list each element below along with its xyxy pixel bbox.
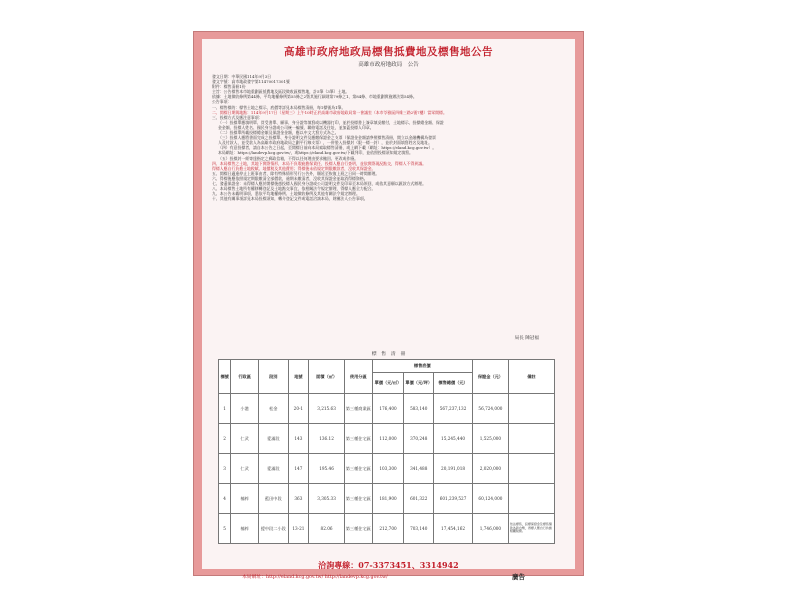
body-line: 五、開標日適逢停止上班事由者，除有特殊情形另行公告外，順延至恢復上班之日同一時間辦理。 <box>212 170 380 176</box>
header-number: 標號 <box>219 360 231 394</box>
cell-remark <box>508 424 554 454</box>
body-line: 九、本公告未載明事項，悉依平均地權條例、土地徵收條例及其他有關法令規定辦理。 <box>212 191 360 197</box>
body-line: 主旨：公告標售本市地重劃區抵費地及區段徵收區標售地，計5筆（3筆）土地。 <box>212 89 350 95</box>
cell-remark <box>508 454 554 484</box>
cell-unit-m2: 103,300 <box>372 454 404 484</box>
cell-zoning: 第三種住宅區 <box>344 454 372 484</box>
cell-unit-ping: 341,488 <box>404 454 434 484</box>
body-line: （二）投標單所載投標總金額及保證金金額，應以中文大寫方式為之。 <box>218 130 339 136</box>
cell-unit-ping: 601,322 <box>404 484 434 514</box>
cell-number: 3 <box>219 454 231 484</box>
notice-body <box>212 74 567 368</box>
header-unit-price-ping: 單價（元/坪） <box>404 373 434 394</box>
cell-section: 愛滿段 <box>258 424 288 454</box>
body-line: 得標人應自行負擔土地稅賦、地價稅及其他費用；得標後未依規定期限繳款者，沒收其保證金。 <box>212 165 376 171</box>
cell-section: 援中段二小段 <box>258 514 288 544</box>
body-line: 八、本局標售土地所有權移轉登記及土地點交事宜，依相關法令規定辦理，得標人應全力配合。 <box>212 186 376 192</box>
body-line: 人及付款人，並受款人為高雄市政府地政局之劃平行線支票），一併裝入投標封（限一標一封），並於封面填寫姓名及地址。 <box>218 140 432 146</box>
cell-unit-ping: 583,140 <box>404 394 434 424</box>
body-line: 三、投標方式及應注意事項： <box>212 114 263 120</box>
cell-district: 仁武 <box>231 454 259 484</box>
cell-district: 仁武 <box>231 424 259 454</box>
cell-area: 3,305.33 <box>309 484 345 514</box>
cell-zoning: 第三種商業區 <box>344 394 372 424</box>
notice-board <box>193 31 584 581</box>
cell-area: 195.46 <box>309 454 345 484</box>
body-line: 二、開標日期與地點：114年9月17日（星期三）上午10時正於高雄市政府地政局第一會議室（本市苓雅區四維三路2號7樓）當眾開標。 <box>212 109 447 115</box>
cell-unit-m2: 176,400 <box>372 394 404 424</box>
body-line: 一、標售標的：標售土地之標示、底價等詳見本局標售清冊，每1標號為1筆。 <box>212 104 346 110</box>
cell-area: 82.06 <box>309 514 345 544</box>
cell-number: 4 <box>219 484 231 514</box>
cell-number: 2 <box>219 424 231 454</box>
parcel-table <box>218 359 555 544</box>
header-district: 行政區 <box>231 360 259 394</box>
header-lot: 地號 <box>288 360 308 394</box>
notice-title: 高雄市政府地政局標售抵費地及標售地公告 <box>284 46 493 58</box>
header-price-group: 標售底價 <box>372 360 472 373</box>
cell-zoning: 第三種住宅區 <box>344 484 372 514</box>
cell-area: 3,215.63 <box>309 394 345 424</box>
cell-district: 楠梓 <box>231 484 259 514</box>
header-deposit: 保證金（元） <box>473 360 509 394</box>
header-area: 面積（㎡） <box>309 360 345 394</box>
cell-number: 1 <box>219 394 231 424</box>
table-row <box>219 424 555 454</box>
body-line: （一）投標單應填明單、買受書單、願事、身分證等填寫或以機器打印，並於投標書上簽章填妥繳付，土地標示、投標總金額、保證 <box>218 119 444 125</box>
cell-total: 567,237,132 <box>434 394 473 424</box>
notice-paper <box>202 39 575 581</box>
header-zoning: 使用分區 <box>344 360 372 394</box>
table-row <box>219 454 555 484</box>
cell-remark <box>508 484 554 514</box>
cell-unit-m2: 181,900 <box>372 484 404 514</box>
cell-lot: 143 <box>288 424 308 454</box>
cell-remark: 依法標售，投標保證金及標售價款為新台幣，得標人應自行負擔相關稅費。 <box>508 514 554 544</box>
cell-remark <box>508 394 554 424</box>
cell-unit-m2: 212,700 <box>372 514 404 544</box>
body-line: （四）有意投標者，請自本公告之日起，至開標日前向本局索取標售清冊，或上網下載（網址：https://eland.kcg.gov.tw）。 <box>218 145 437 151</box>
cell-zoning: 第三種住宅區 <box>344 514 372 544</box>
body-line: 本局網址：https://landevp.kcg.gov.tw/，或https://eland.kcg.gov.tw/下載列印，並依照投標須知規定填寫。 <box>218 150 413 156</box>
body-line: 四、本局標售之土地，其地下實際情形，本局不負瑕疵擔保責任，投標人應自行查明，並依實際現況點交，得標人不得異議。 <box>212 160 426 166</box>
listing-caption: 標 售 清 冊 <box>371 352 406 357</box>
notice-subtitle: 高雄市政府地政局 公告 <box>358 62 419 68</box>
cell-zoning: 第三種住宅區 <box>344 424 372 454</box>
cell-total: 15,245,440 <box>434 424 473 454</box>
body-line: 發文日期：中華民國114年9月3日 <box>212 74 272 79</box>
cell-deposit: 56,724,000 <box>473 394 509 424</box>
body-line: （五）投標封一經寄達指定之郵政信箱，不得以任何理由要求撤回、更改或作廢。 <box>218 155 359 161</box>
body-line: 六、得標後應依照規定期限繳清全部價款，逾期未繳清者，沒收其保證金並取消得標資格。 <box>212 175 368 181</box>
cell-unit-ping: 703,140 <box>404 514 434 544</box>
table-row <box>219 394 555 424</box>
hotline: 洽詢專線：07-3373451、3314942 <box>318 560 459 570</box>
body-line: 十、其他有關事項詳見本局投標須知，轉介登記文件或電話洽詢本局，財團法人公告事項。 <box>212 196 368 202</box>
body-line: 金金額、投標人姓名、國民身分證或公司統一編號、聯絡電話及住址，並加蓋投標人印章。 <box>218 124 374 130</box>
header-unit-price-m2: 單價（元/㎡） <box>372 373 404 394</box>
header-section: 段別 <box>258 360 288 394</box>
cell-total: 17,454,162 <box>434 514 473 544</box>
body-line: 發文字號：高市地政發字第11470017301號 <box>212 79 290 85</box>
cell-lot: 147 <box>288 454 308 484</box>
cell-area: 136.12 <box>309 424 345 454</box>
cell-district: 楠梓 <box>231 514 259 544</box>
cell-unit-m2: 112,000 <box>372 424 404 454</box>
body-line: 七、發還保證金：未得標人應於開標後憑投標人國民身分證或公司證明文件及印章至本局領回，或依其意願以匯款方式辦理。 <box>212 180 426 186</box>
cell-number: 5 <box>219 514 231 544</box>
body-line: 附件：標售清冊1份 <box>212 84 246 90</box>
body-line: （三）投標人應將書面完成之投標單、身分證明文件及應繳保證金之支票（保證金金額請參照標售清冊，開立以金融機構為發票 <box>218 135 436 141</box>
cell-total: 20,191,018 <box>434 454 473 484</box>
table-row <box>219 514 555 544</box>
cell-section: 松金 <box>258 394 288 424</box>
cell-lot: 20-1 <box>288 394 308 424</box>
header-total-price: 標售總價（元） <box>434 373 473 394</box>
cell-lot: 363 <box>288 484 308 514</box>
header-remarks: 備註 <box>508 360 554 394</box>
cell-deposit: 1,525,000 <box>473 424 509 454</box>
cell-total: 601,239,527 <box>434 484 473 514</box>
cell-unit-ping: 370,248 <box>404 424 434 454</box>
signer: 局長 陳冠福 <box>514 336 539 341</box>
cell-section: 愛滿段 <box>258 454 288 484</box>
table-row <box>219 484 555 514</box>
cell-section: 藍田中段 <box>258 484 288 514</box>
cell-deposit: 1,746,000 <box>473 514 509 544</box>
cell-deposit: 2,020,000 <box>473 454 509 484</box>
cell-lot: 13-21 <box>288 514 308 544</box>
website-link[interactable]: 本局網址：http://eland.kcg.gov.tw/ http://landevp.kcg.gov.tw/ <box>242 575 388 580</box>
cell-district: 小港 <box>231 394 259 424</box>
body-line: 公告事項： <box>212 99 232 105</box>
body-line: 依據：土地徵收條例第44條、平均地權條例第55條之2暨其施行細則第79條之1、第84條、市地重劃實施辦法第54條。 <box>212 94 417 100</box>
cell-deposit: 60,124,000 <box>473 484 509 514</box>
ad-label: 廣告 <box>512 573 525 581</box>
